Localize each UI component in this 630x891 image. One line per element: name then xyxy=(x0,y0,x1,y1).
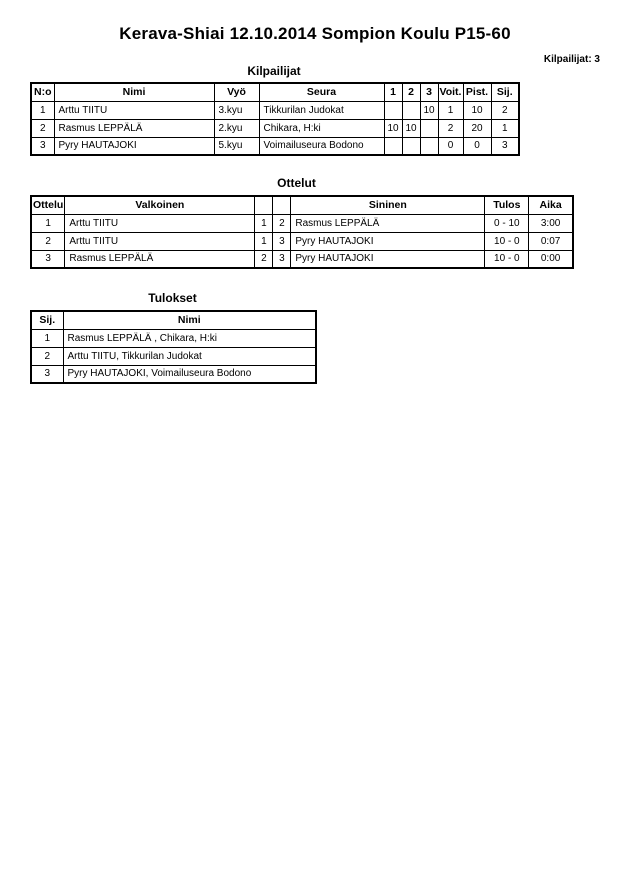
col-header-2: 2 xyxy=(402,83,420,101)
cell-sij: 2 xyxy=(31,347,63,365)
cell-sij: 3 xyxy=(491,137,519,155)
cell-white-no: 1 xyxy=(255,214,273,232)
col-header-vyo: Vyö xyxy=(214,83,259,101)
cell-vyo: 3.kyu xyxy=(214,101,259,119)
cell-sij: 3 xyxy=(31,365,63,383)
cell-sininen: Pyry HAUTAJOKI xyxy=(291,250,485,268)
col-header-ottelu: Ottelu xyxy=(31,196,65,214)
cell-voit: 1 xyxy=(438,101,463,119)
cell-sij: 2 xyxy=(491,101,519,119)
cell-valkoinen: Arttu TIITU xyxy=(65,232,255,250)
cell-white-no: 1 xyxy=(255,232,273,250)
cell-ottelu: 3 xyxy=(31,250,65,268)
cell-sij: 1 xyxy=(31,329,63,347)
kilpailijat-header-row xyxy=(31,83,519,101)
col-header-valkoinen: Valkoinen xyxy=(65,196,255,214)
cell-voit: 2 xyxy=(438,119,463,137)
cell-nimi: Pyry HAUTAJOKI, Voimailuseura Bodono xyxy=(63,365,316,383)
results-page xyxy=(0,0,630,384)
cell-valkoinen: Arttu TIITU xyxy=(65,214,255,232)
cell-score-1 xyxy=(384,137,402,155)
cell-nimi: Rasmus LEPPÄLÄ , Chikara, H:ki xyxy=(63,329,316,347)
cell-blue-no: 3 xyxy=(273,232,291,250)
col-header-1: 1 xyxy=(384,83,402,101)
kilpailijat-section-title: Kilpailijat xyxy=(247,64,301,78)
cell-tulos: 10 - 0 xyxy=(485,232,529,250)
cell-sininen: Rasmus LEPPÄLÄ xyxy=(291,214,485,232)
cell-tulos: 0 - 10 xyxy=(485,214,529,232)
col-header-aika: Aika xyxy=(529,196,573,214)
col-header-sij: Sij. xyxy=(31,311,63,329)
competitors-count-label: Kilpailijat: 3 xyxy=(543,54,600,65)
tulokset-table xyxy=(30,310,317,384)
cell-score-1 xyxy=(384,101,402,119)
col-header-white-no xyxy=(255,196,273,214)
cell-score-1: 10 xyxy=(384,119,402,137)
cell-nimi: Arttu TIITU, Tikkurilan Judokat xyxy=(63,347,316,365)
cell-tulos: 10 - 0 xyxy=(485,250,529,268)
tulokset-header-row xyxy=(31,311,316,329)
cell-nimi: Pyry HAUTAJOKI xyxy=(54,137,214,155)
col-header-tulos: Tulos xyxy=(485,196,529,214)
table-row xyxy=(31,347,316,365)
cell-aika: 3:00 xyxy=(529,214,573,232)
cell-nimi: Arttu TIITU xyxy=(54,101,214,119)
col-header-nimi: Nimi xyxy=(63,311,316,329)
table-row xyxy=(31,329,316,347)
col-header-seura: Seura xyxy=(259,83,384,101)
cell-no: 2 xyxy=(31,119,54,137)
cell-score-2 xyxy=(402,137,420,155)
cell-sininen: Pyry HAUTAJOKI xyxy=(291,232,485,250)
page-title: Kerava-Shiai 12.10.2014 Sompion Koulu P15-60 xyxy=(119,24,511,43)
cell-score-3 xyxy=(420,119,438,137)
cell-seura: Tikkurilan Judokat xyxy=(259,101,384,119)
cell-sij: 1 xyxy=(491,119,519,137)
table-row xyxy=(31,119,519,137)
kilpailijat-table xyxy=(30,82,520,156)
cell-blue-no: 2 xyxy=(273,214,291,232)
ottelut-header-row xyxy=(31,196,573,214)
cell-valkoinen: Rasmus LEPPÄLÄ xyxy=(65,250,255,268)
cell-aika: 0:00 xyxy=(529,250,573,268)
col-header-blue-no xyxy=(273,196,291,214)
cell-no: 3 xyxy=(31,137,54,155)
cell-pist: 20 xyxy=(463,119,491,137)
cell-blue-no: 3 xyxy=(273,250,291,268)
col-header-nimi: Nimi xyxy=(54,83,214,101)
table-row xyxy=(31,101,519,119)
ottelut-table xyxy=(30,195,574,269)
ottelut-section-title: Ottelut xyxy=(277,176,316,190)
cell-score-2 xyxy=(402,101,420,119)
table-row xyxy=(31,137,519,155)
cell-no: 1 xyxy=(31,101,54,119)
col-header-sij: Sij. xyxy=(491,83,519,101)
cell-nimi: Rasmus LEPPÄLÄ xyxy=(54,119,214,137)
tulokset-section-title: Tulokset xyxy=(148,291,197,305)
col-header-pist: Pist. xyxy=(463,83,491,101)
col-header-3: 3 xyxy=(420,83,438,101)
table-row xyxy=(31,365,316,383)
cell-ottelu: 1 xyxy=(31,214,65,232)
col-header-sininen: Sininen xyxy=(291,196,485,214)
cell-ottelu: 2 xyxy=(31,232,65,250)
cell-white-no: 2 xyxy=(255,250,273,268)
cell-seura: Chikara, H:ki xyxy=(259,119,384,137)
col-header-voit: Voit. xyxy=(438,83,463,101)
cell-score-3: 10 xyxy=(420,101,438,119)
cell-score-3 xyxy=(420,137,438,155)
table-row xyxy=(31,214,573,232)
cell-score-2: 10 xyxy=(402,119,420,137)
cell-vyo: 2.kyu xyxy=(214,119,259,137)
cell-seura: Voimailuseura Bodono xyxy=(259,137,384,155)
table-row xyxy=(31,250,573,268)
cell-pist: 10 xyxy=(463,101,491,119)
cell-aika: 0:07 xyxy=(529,232,573,250)
cell-vyo: 5.kyu xyxy=(214,137,259,155)
cell-voit: 0 xyxy=(438,137,463,155)
col-header-no: N:o xyxy=(31,83,54,101)
cell-pist: 0 xyxy=(463,137,491,155)
table-row xyxy=(31,232,573,250)
